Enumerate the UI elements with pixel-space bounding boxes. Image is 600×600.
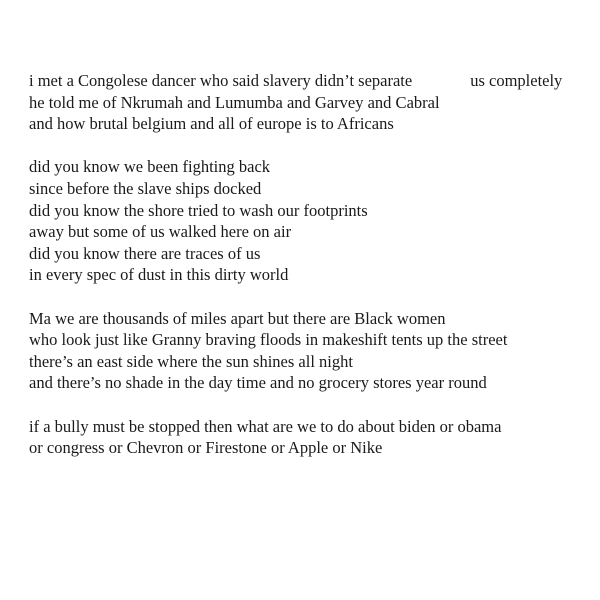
stanza-2 <box>29 156 589 286</box>
stanza-3 <box>29 308 589 394</box>
poem-line: there’s an east side where the sun shines all night <box>29 351 353 371</box>
poem-line: since before the slave ships docked <box>29 178 262 198</box>
poem-line: or congress or Chevron or Firestone or Apple or Nike <box>29 438 383 458</box>
poem-line: and how brutal belgium and all of europe is to Africans <box>29 114 394 134</box>
poem-line: he told me of Nkrumah and Lumumba and Garvey and Cabral <box>29 92 440 112</box>
stanza-1 <box>29 70 589 135</box>
poem-line: and there’s no shade in the day time and no grocery stores year round <box>29 373 487 393</box>
poem-line: did you know there are traces of us <box>29 243 261 263</box>
poem-line: who look just like Granny braving floods in makeshift tents up the street <box>29 330 508 350</box>
poem-text <box>29 70 589 480</box>
poem-line-segment: i met a Congolese dancer who said slavery didn’t separate <box>29 71 413 90</box>
poem-line: did you know the shore tried to wash our footprints <box>29 200 368 220</box>
poem-line: Ma we are thousands of miles apart but there are Black women <box>29 308 446 328</box>
poem-line: away but some of us walked here on air <box>29 222 292 242</box>
poem-line: if a bully must be stopped then what are we to do about biden or obama <box>29 416 502 436</box>
poem-line <box>29 70 589 92</box>
poem-line: in every spec of dust in this dirty world <box>29 265 289 285</box>
stanza-4 <box>29 416 589 459</box>
poem-line-segment: us completely <box>470 71 563 90</box>
poem-line: did you know we been fighting back <box>29 157 271 177</box>
